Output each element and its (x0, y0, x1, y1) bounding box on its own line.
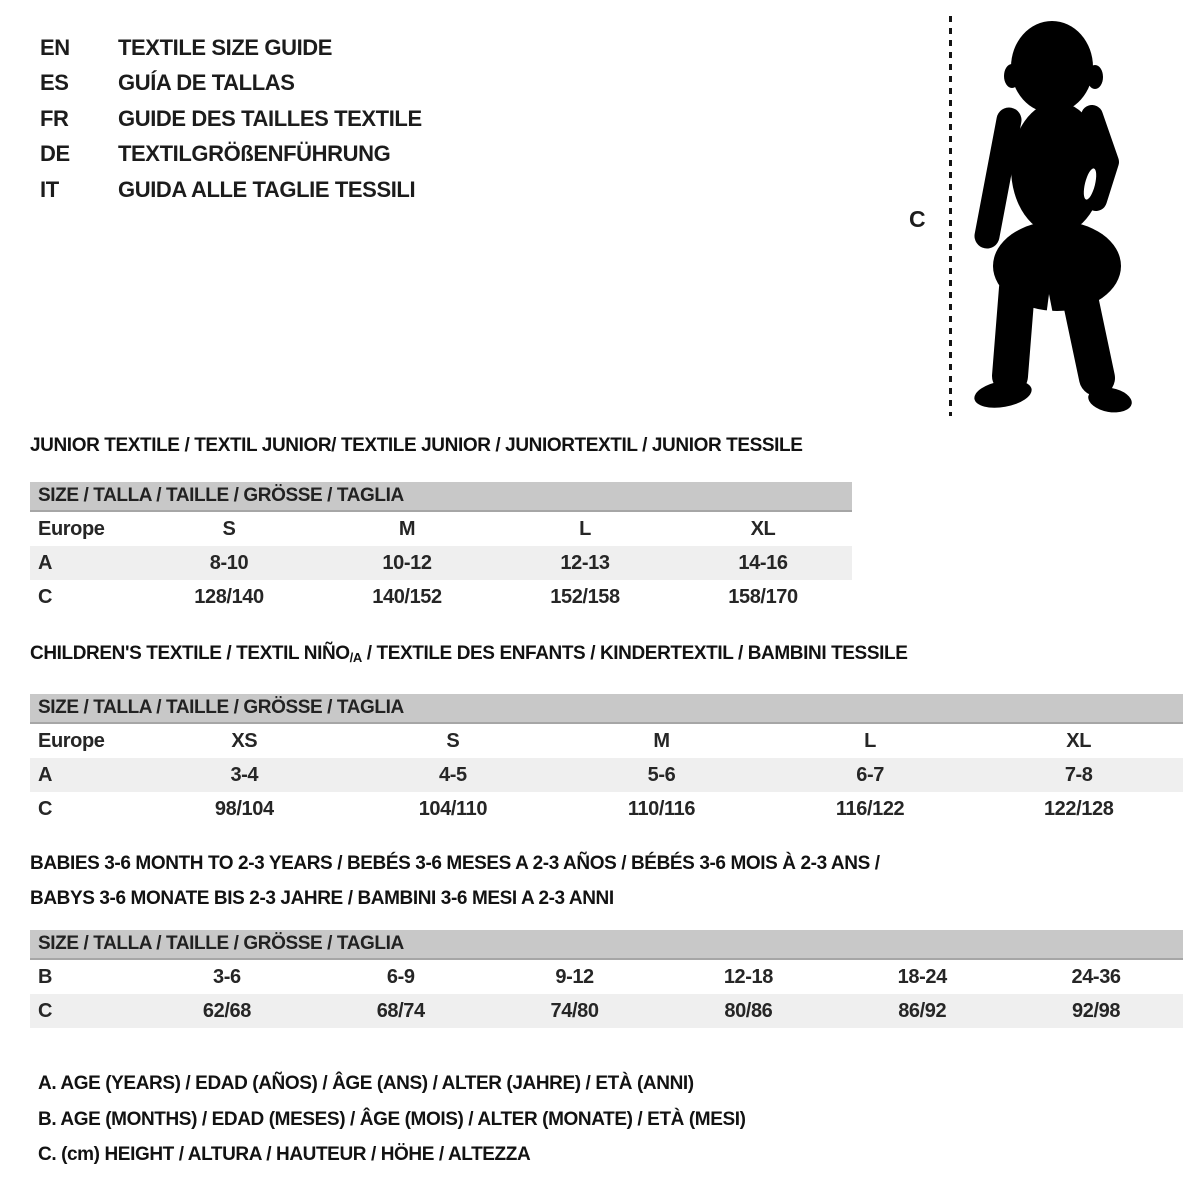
row-label: B (38, 965, 53, 988)
lang-code: ES (40, 70, 69, 96)
table-row-age (30, 758, 1183, 792)
age-cell: 14-16 (674, 546, 852, 580)
height-cell: 104/110 (418, 797, 488, 820)
size-cell: L (579, 517, 591, 540)
age-cell: 8-10 (140, 546, 318, 580)
lang-title: TEXTILE SIZE GUIDE (118, 34, 333, 60)
row-label: C (38, 585, 53, 608)
age-cell: 10-12 (318, 546, 496, 580)
height-measure-label: C (909, 206, 926, 232)
children-section-heading (30, 642, 1183, 670)
table-row-height (30, 792, 1183, 826)
lang-title: GUÍA DE TALLAS (118, 70, 295, 96)
height-cell: 110/116 (627, 797, 696, 820)
children-heading-part2: / TEXTILE DES ENFANTS / KINDERTEXTIL / BAMBINI TESSILE (361, 643, 908, 664)
lang-title: TEXTILGRÖßENFÜHRUNG (118, 141, 391, 167)
months-cell: 24-36 (1071, 965, 1121, 988)
height-cell: 122/128 (1043, 797, 1114, 820)
size-table-header-row (30, 694, 1183, 723)
months-cell: 9-12 (555, 965, 594, 988)
age-cell: 7-8 (974, 758, 1183, 792)
lang-code: EN (40, 34, 70, 60)
lang-code: DE (40, 141, 70, 167)
lang-title: GUIDE DES TAILLES TEXTILE (118, 105, 422, 131)
babies-heading-line2: BABYS 3-6 MONATE BIS 2-3 JAHRE / BAMBINI 3-6 MESI A 2-3 ANNI (30, 888, 614, 909)
height-cell: 86/92 (835, 994, 1009, 1028)
age-cell: 6-7 (766, 758, 975, 792)
height-cell: 128/140 (194, 585, 264, 608)
size-cell: XL (750, 517, 776, 540)
height-cell: 92/98 (1009, 994, 1183, 1028)
months-cell: 18-24 (897, 965, 947, 988)
height-dashed-line (949, 16, 952, 416)
height-cell: 140/152 (372, 585, 442, 608)
table-row-height (30, 580, 852, 614)
row-label: A (30, 758, 140, 792)
lang-title: GUIDA ALLE TAGLIE TESSILI (118, 176, 416, 202)
children-heading-part1: CHILDREN'S TEXTILE / TEXTIL NIÑO (30, 643, 350, 664)
size-table-header-row (30, 482, 852, 511)
babies-textile-section (30, 846, 1183, 1028)
height-cell: 158/170 (728, 585, 798, 608)
age-cell: 12-13 (496, 546, 674, 580)
row-label: A (30, 546, 140, 580)
size-table-header: SIZE / TALLA / TAILLE / GRÖSSE / TAGLIA (30, 930, 1183, 959)
size-cell: XL (1066, 729, 1092, 752)
babies-heading-line1: BABIES 3-6 MONTH TO 2-3 YEARS / BEBÉS 3-6 MESES A 2-3 AÑOS / BÉBÉS 3-6 MOIS À 2-3 ANS / (30, 853, 880, 874)
size-table-header: SIZE / TALLA / TAILLE / GRÖSSE / TAGLIA (30, 694, 1183, 723)
table-row-months (30, 959, 1183, 994)
junior-section-heading: JUNIOR TEXTILE / TEXTIL JUNIOR/ TEXTILE JUNIOR / JUNIORTEXTIL / JUNIOR TESSILE (30, 435, 803, 456)
babies-size-table (30, 930, 1183, 1028)
size-table-header-row (30, 930, 1183, 959)
lang-code: FR (40, 105, 69, 131)
size-cell: M (398, 517, 416, 540)
months-cell: 6-9 (386, 965, 415, 988)
height-cell: 116/122 (835, 797, 905, 820)
height-cell: 98/104 (214, 797, 274, 820)
table-row-age (30, 546, 852, 580)
junior-textile-section (30, 434, 852, 614)
legend-line-age-months: B. AGE (MONTHS) / EDAD (MESES) / ÂGE (MOIS) / ALTER (MONATE) / ETÀ (MESI) (38, 1108, 746, 1130)
size-table-header: SIZE / TALLA / TAILLE / GRÖSSE / TAGLIA (30, 482, 852, 511)
table-row-height (30, 994, 1183, 1028)
children-heading-subscript: /A (349, 650, 362, 665)
size-cell: S (446, 729, 460, 752)
months-cell: 12-18 (723, 965, 773, 988)
row-label: Europe (38, 729, 105, 752)
height-measure-figure (0, 0, 1200, 430)
row-label: Europe (38, 517, 105, 540)
children-size-table (30, 694, 1183, 826)
age-cell: 5-6 (557, 758, 766, 792)
legend (38, 1066, 746, 1173)
row-label: C (30, 994, 140, 1028)
height-cell: 152/158 (550, 585, 620, 608)
junior-size-table (30, 482, 852, 614)
height-cell: 80/86 (661, 994, 835, 1028)
age-cell: 3-4 (140, 758, 349, 792)
legend-line-height-cm: C. (cm) HEIGHT / ALTURA / HAUTEUR / HÖHE / ALTEZZA (38, 1144, 531, 1165)
size-cell: XS (231, 729, 258, 752)
height-cell: 68/74 (314, 994, 488, 1028)
toddler-silhouette-icon (973, 16, 1133, 416)
table-row-europe (30, 723, 1183, 758)
size-cell: M (653, 729, 670, 752)
months-cell: 3-6 (213, 965, 241, 988)
height-cell: 62/68 (140, 994, 314, 1028)
size-cell: L (864, 729, 876, 752)
age-cell: 4-5 (349, 758, 558, 792)
size-cell: S (222, 517, 236, 540)
babies-section-heading (30, 846, 1183, 916)
table-row-europe (30, 511, 852, 546)
row-label: C (38, 797, 53, 820)
children-textile-section (30, 642, 1183, 826)
legend-line-age-years: A. AGE (YEARS) / EDAD (AÑOS) / ÂGE (ANS) / ALTER (JAHRE) / ETÀ (ANNI) (38, 1073, 694, 1094)
lang-code: IT (40, 176, 59, 202)
height-cell: 74/80 (488, 994, 662, 1028)
